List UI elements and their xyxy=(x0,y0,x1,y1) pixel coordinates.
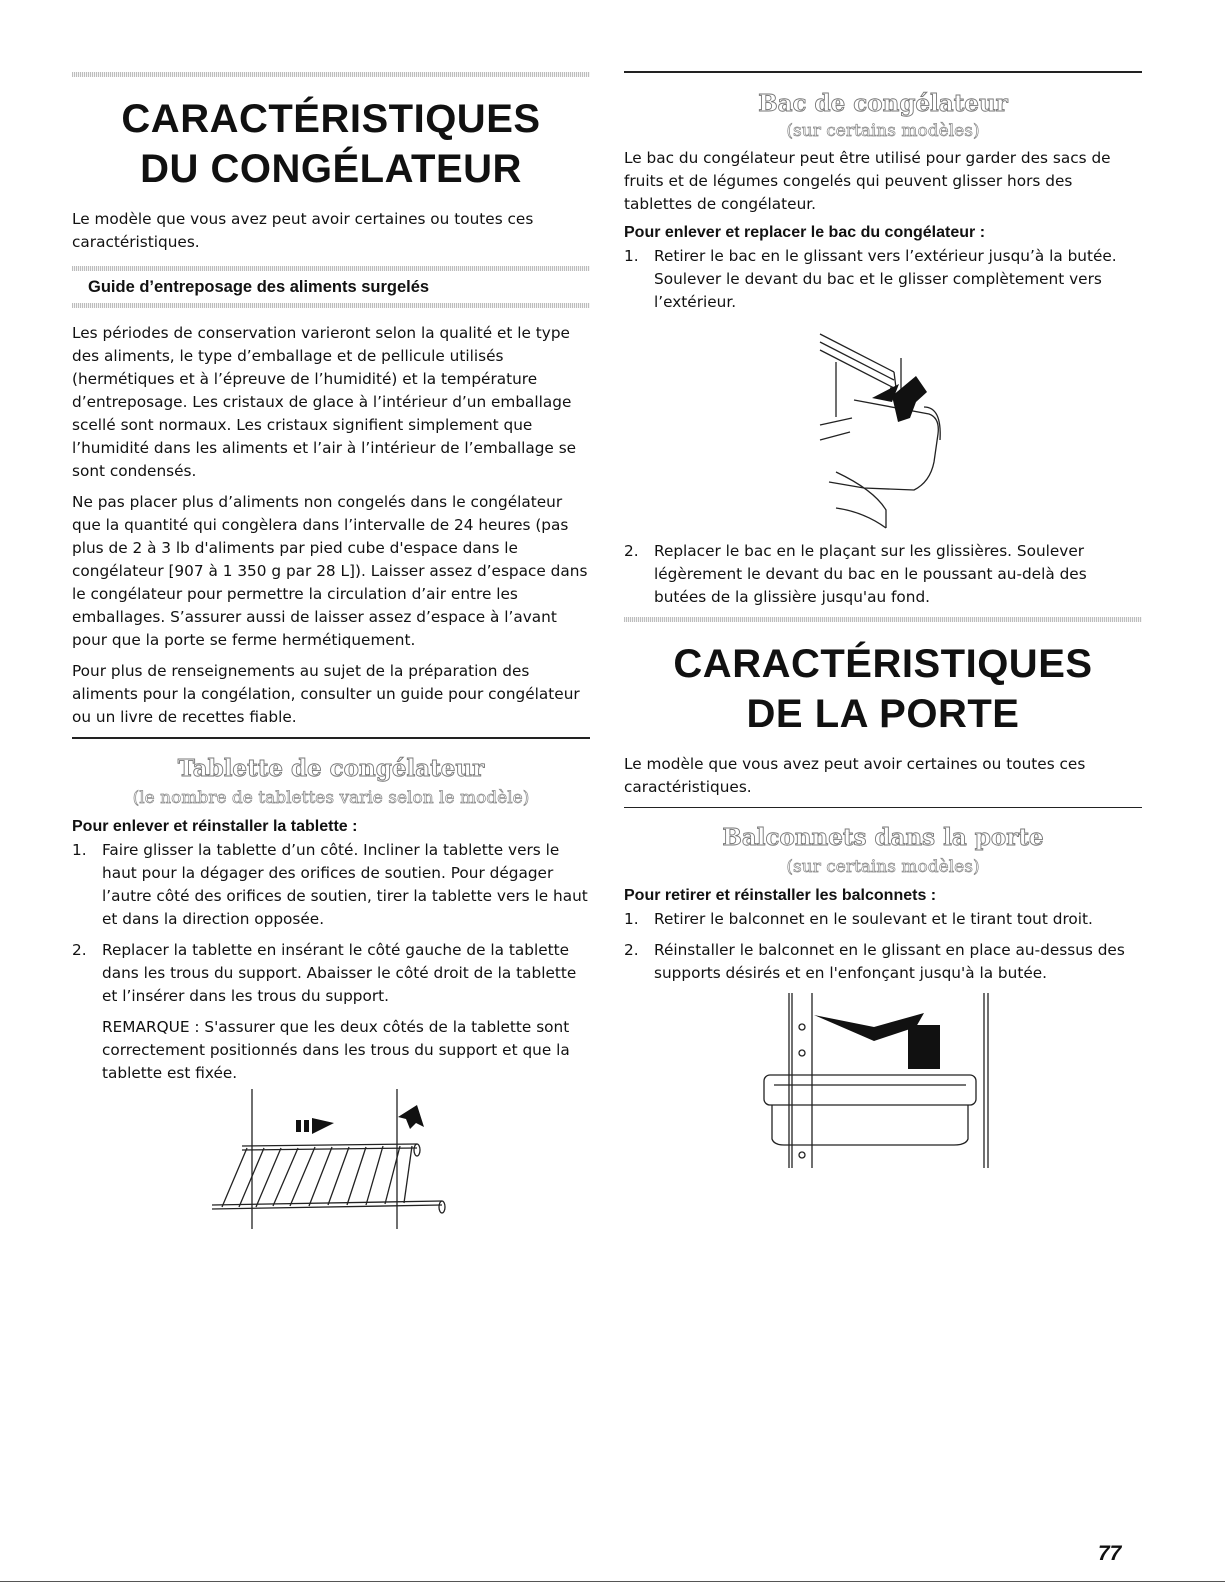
step-number: 2. xyxy=(624,941,639,959)
step-number: 2. xyxy=(72,941,87,959)
title-line-1: CARACTÉRISTIQUES xyxy=(673,641,1093,686)
right-column xyxy=(624,0,1142,1173)
balconnets-subtitle: (sur certains modèles) xyxy=(786,857,980,877)
balconnets-step-1 xyxy=(624,908,1142,931)
guide-heading: Guide d’entreposage des aliments surgelés xyxy=(88,278,430,296)
step-text: Retirer le bac en le glissant vers l’extérieur jusqu’à la butée. Soulever le devant du bac et le glisser complètement vers l’extérieur. xyxy=(654,246,1117,311)
page-number: 77 xyxy=(1098,1542,1122,1565)
shelf-title: Tablette de congélateur xyxy=(177,755,485,782)
left-column xyxy=(72,0,590,1239)
bin-illustration xyxy=(624,322,1142,532)
shelf-subtitle: (le nombre de tablettes varie selon le modèle) xyxy=(132,788,530,808)
bin-intro: Le bac du congélateur peut être utilisé pour garder des sacs de fruits et de légumes congelés qui peuvent glisser hors des tablettes de congélateur. xyxy=(624,148,1111,213)
shelf-heading: Pour enlever et réinstaller la tablette : xyxy=(72,818,358,835)
bin-heading: Pour enlever et replacer le bac du congélateur : xyxy=(624,223,986,241)
balconnets-step-2 xyxy=(624,939,1142,985)
divider xyxy=(72,266,590,271)
section-title-freezer xyxy=(72,94,590,194)
divider xyxy=(72,72,590,77)
step-number: 1. xyxy=(624,246,639,265)
intro-text: Le modèle que vous avez peut avoir certaines ou toutes ces caractéristiques. xyxy=(72,210,534,251)
bin-title: Bac de congélateur xyxy=(758,89,1008,117)
page-bottom-rule xyxy=(0,1581,1225,1582)
door-intro: Le modèle que vous avez peut avoir certaines ou toutes ces caractéristiques. xyxy=(624,754,1086,796)
divider xyxy=(72,303,590,308)
storage-paragraph-2: Ne pas placer plus d’aliments non congelés dans le congélateur que la quantité qui congèlera dans l’intervalle de 24 heures (pas plus de 2 à 3 lb d'aliments par pied cube d'espace dans le congélateur [907 à 1 350 g par 28 L]). Laisser assez d’espace dans le congélateur pour permettre la circulation d’air entre les emballages. S’assurer aussi de laisser assez d’espace à l’avant pour que la porte se ferme hermétiquement. xyxy=(72,493,588,649)
step-text: Réinstaller le balconnet en le glissant en place au-dessus des supports désirés et en l'enfonçant jusqu'à la butée. xyxy=(654,941,1125,982)
shelf-illustration xyxy=(72,1089,590,1239)
step-text: Retirer le balconnet en le soulevant et le tirant tout droit. xyxy=(654,910,1093,928)
divider xyxy=(624,71,1142,73)
step-text: Replacer la tablette en insérant le côté gauche de la tablette dans les trous du support. Abaisser le côté droit de la tablette et l’insérer dans les trous du support. xyxy=(102,941,577,1005)
balconnet-illustration xyxy=(624,993,1142,1173)
balconnets-heading: Pour retirer et réinstaller les balconnets : xyxy=(624,887,937,904)
bin-step-1 xyxy=(624,245,1142,314)
title-line-1: CARACTÉRISTIQUES xyxy=(121,97,541,141)
step-number: 1. xyxy=(72,841,87,859)
step-text: Faire glisser la tablette d’un côté. Incliner la tablette vers le haut pour la dégager des orifices de soutien. Pour dégager l’autre côté des orifices de soutien, tirer la tablette vers le haut et dans la direction opposée. xyxy=(102,841,588,928)
shelf-step-2 xyxy=(72,939,590,1008)
step-number: 2. xyxy=(624,541,639,560)
step-number: 1. xyxy=(624,910,639,928)
shelf-note: REMARQUE : S'assurer que les deux côtés de la tablette sont correctement positionnés dans les trous du support et que la tablette est fixée. xyxy=(102,1018,570,1082)
storage-paragraph-1: Les périodes de conservation varieront selon la qualité et le type des aliments, le type d’emballage et de pellicule utilisés (hermétiques et à l’épreuve de l’humidité) et la température d’entreposage. Les cristaux de glace à l’intérieur d’un emballage scellé sont normaux. Les cristaux signifient simplement que l’humidité dans les aliments et l’air à l’intérieur de l’emballage se sont condensés. xyxy=(72,324,577,480)
divider xyxy=(624,617,1142,622)
step-text: Replacer le bac en le plaçant sur les glissières. Soulever légèrement le devant du bac en le poussant au-delà des butées de la glissière jusqu'au fond. xyxy=(654,541,1087,606)
divider xyxy=(72,737,590,739)
shelf-step-1 xyxy=(72,839,590,931)
bin-step-2 xyxy=(624,540,1142,609)
title-line-2: DE LA PORTE xyxy=(746,691,1020,736)
title-line-2: DU CONGÉLATEUR xyxy=(140,147,522,191)
divider xyxy=(624,807,1142,809)
balconnets-title: Balconnets dans la porte xyxy=(722,824,1044,851)
storage-paragraph-3: Pour plus de renseignements au sujet de la préparation des aliments pour la congélation, consulter un guide pour congélateur ou un livre de recettes fiable. xyxy=(72,662,580,726)
section-title-door xyxy=(624,639,1142,739)
bin-subtitle: (sur certains modèles) xyxy=(786,120,980,141)
